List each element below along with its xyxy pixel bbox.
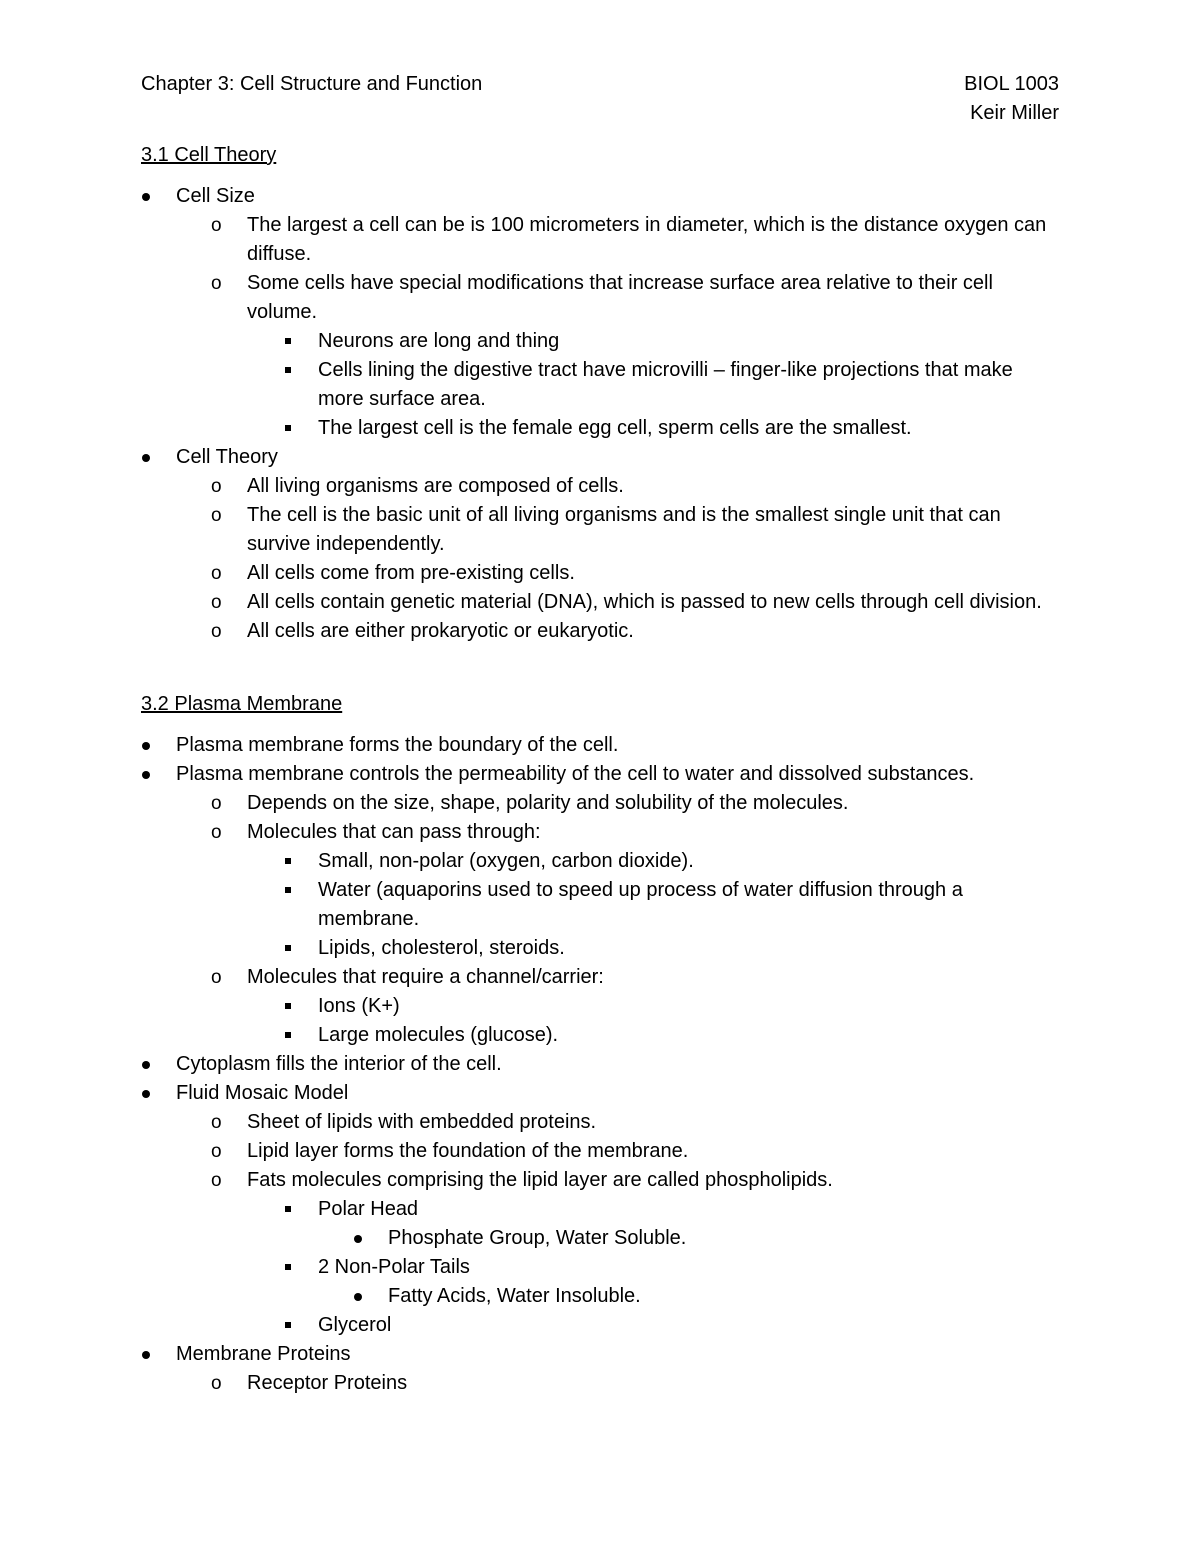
list-item-text: The largest cell is the female egg cell, sperm cells are the smallest. — [318, 417, 912, 439]
hollow-circle-bullet-icon: o — [211, 505, 222, 526]
list-item-row — [211, 1137, 1059, 1166]
sub-list — [211, 789, 1059, 1050]
list-item-row — [318, 847, 1059, 876]
list-item-text: Fluid Mosaic Model — [176, 1082, 349, 1104]
hollow-circle-bullet-icon: o — [211, 1112, 222, 1133]
list-item-text: Cell Size — [176, 185, 255, 207]
section-list-cell-theory — [0, 182, 1200, 646]
sub-list — [318, 327, 1059, 443]
list-item-row — [176, 1079, 1059, 1108]
list-item-row — [318, 1311, 1059, 1340]
list-item-text: Lipids, cholesterol, steroids. — [318, 937, 565, 959]
list-item — [318, 414, 1059, 443]
list-item-text: Molecules that can pass through: — [247, 821, 541, 843]
list-item-text: Receptor Proteins — [247, 1372, 408, 1394]
list-item-text: Phosphate Group, Water Soluble. — [388, 1227, 687, 1249]
list-item — [0, 182, 1059, 443]
list-item-row — [211, 588, 1059, 617]
list-item — [318, 992, 1059, 1021]
list-item-row — [211, 211, 1059, 269]
list-item — [211, 588, 1059, 617]
list-item-row — [211, 789, 1059, 818]
list-item-text: Fats molecules comprising the lipid layer are called phospholipids. — [247, 1169, 833, 1191]
list-item — [211, 1108, 1059, 1137]
list-item-text: 2 Non-Polar Tails — [318, 1256, 470, 1278]
list-item-text: Lipid layer forms the foundation of the membrane. — [247, 1140, 689, 1162]
list-item-row — [318, 876, 1059, 934]
list-item — [318, 876, 1059, 934]
list-item — [318, 1195, 1059, 1253]
section-list-plasma-membrane — [0, 731, 1200, 1398]
list-item-text: Sheet of lipids with embedded proteins. — [247, 1111, 597, 1133]
sub-list — [318, 1195, 1059, 1340]
list-item-text: Cells lining the digestive tract have microvilli – finger-like projections that make more surface area. — [318, 359, 1013, 410]
list-item-text: Some cells have special modifications that increase surface area relative to their cell volume. — [247, 272, 993, 323]
list-item — [211, 559, 1059, 588]
list-item-text: Molecules that require a channel/carrier: — [247, 966, 604, 988]
list-item-row — [211, 617, 1059, 646]
list-item-text: Small, non-polar (oxygen, carbon dioxide). — [318, 850, 694, 872]
list-item-text: All living organisms are composed of cells. — [247, 475, 624, 497]
list-item-row — [176, 1050, 1059, 1079]
list-item — [318, 1311, 1059, 1340]
hollow-circle-bullet-icon: o — [211, 592, 222, 613]
hollow-circle-bullet-icon: o — [211, 563, 222, 584]
list-item-row — [388, 1282, 1059, 1311]
sub-list — [211, 1108, 1059, 1340]
list-item-row — [211, 1166, 1059, 1195]
list-item-text: Cytoplasm fills the interior of the cell. — [176, 1053, 502, 1075]
sub-list — [318, 847, 1059, 963]
list-item-text: Water (aquaporins used to speed up process of water diffusion through a membrane. — [318, 879, 963, 930]
list-item-text: Polar Head — [318, 1198, 419, 1220]
list-item-text: Ions (K+) — [318, 995, 400, 1017]
list-item — [211, 789, 1059, 818]
list-item-text: All cells are either prokaryotic or eukaryotic. — [247, 620, 634, 642]
list-item — [318, 1253, 1059, 1311]
list-item-row — [211, 818, 1059, 847]
list-item-row — [211, 963, 1059, 992]
list-item-row — [211, 1108, 1059, 1137]
list-item — [211, 472, 1059, 501]
list-item — [211, 269, 1059, 443]
list-item — [318, 847, 1059, 876]
section-title-cell-theory: 3.1 Cell Theory — [141, 144, 277, 166]
list-item — [211, 818, 1059, 963]
list-item-row — [176, 1340, 1059, 1369]
author-name: Keir Miller — [970, 102, 1059, 124]
list-item — [318, 327, 1059, 356]
list-item-text: Large molecules (glucose). — [318, 1024, 559, 1046]
list-item-row — [176, 731, 1059, 760]
sub-list — [211, 1369, 1059, 1398]
list-item-row — [318, 356, 1059, 414]
hollow-circle-bullet-icon: o — [211, 621, 222, 642]
list-item-text: Fatty Acids, Water Insoluble. — [388, 1285, 641, 1307]
hollow-circle-bullet-icon: o — [211, 1373, 222, 1394]
sub-list — [388, 1224, 1059, 1253]
list-item — [211, 1369, 1059, 1398]
list-item — [0, 1050, 1059, 1079]
list-item — [388, 1224, 1059, 1253]
list-item — [0, 731, 1059, 760]
list-item-row — [388, 1224, 1059, 1253]
list-item-row — [211, 269, 1059, 327]
list-item — [0, 1340, 1059, 1398]
list-item-row — [318, 327, 1059, 356]
list-item-row — [211, 472, 1059, 501]
hollow-circle-bullet-icon: o — [211, 1170, 222, 1191]
list-item — [211, 211, 1059, 269]
sub-list — [211, 472, 1059, 646]
hollow-circle-bullet-icon: o — [211, 1141, 222, 1162]
list-item-row — [318, 1021, 1059, 1050]
list-item-row — [211, 501, 1059, 559]
list-item — [0, 760, 1059, 1050]
list-item — [211, 501, 1059, 559]
list-item — [0, 443, 1059, 646]
hollow-circle-bullet-icon: o — [211, 476, 222, 497]
list-item-text: Plasma membrane forms the boundary of the cell. — [176, 734, 619, 756]
list-item-row — [176, 443, 1059, 472]
hollow-circle-bullet-icon: o — [211, 215, 222, 236]
sub-list — [318, 992, 1059, 1050]
list-item-text: All cells contain genetic material (DNA), which is passed to new cells through cell division. — [247, 591, 1042, 613]
list-item — [318, 1021, 1059, 1050]
hollow-circle-bullet-icon: o — [211, 822, 222, 843]
list-item-row — [176, 182, 1059, 211]
list-item-text: Neurons are long and thing — [318, 330, 560, 352]
list-item-row — [211, 1369, 1059, 1398]
list-item — [211, 1166, 1059, 1340]
list-item-text: Plasma membrane controls the permeability of the cell to water and dissolved substances. — [176, 763, 975, 785]
list-item — [211, 617, 1059, 646]
list-item — [318, 934, 1059, 963]
list-item-row — [318, 1195, 1059, 1224]
list-item-text: All cells come from pre-existing cells. — [247, 562, 575, 584]
list-item-row — [318, 934, 1059, 963]
list-item-text: Depends on the size, shape, polarity and solubility of the molecules. — [247, 792, 849, 814]
list-item — [0, 1079, 1059, 1340]
hollow-circle-bullet-icon: o — [211, 793, 222, 814]
list-item-row — [211, 559, 1059, 588]
sub-list — [211, 211, 1059, 443]
list-item — [211, 963, 1059, 1050]
course-code: BIOL 1003 — [964, 73, 1059, 95]
list-item-row — [176, 760, 1059, 789]
list-item-text: The largest a cell can be is 100 micrometers in diameter, which is the distance oxygen can diffuse. — [247, 214, 1047, 265]
sub-list — [388, 1282, 1059, 1311]
list-item-text: The cell is the basic unit of all living organisms and is the smallest single unit that can survive independently. — [247, 504, 1001, 555]
section-title-plasma-membrane: 3.2 Plasma Membrane — [141, 693, 343, 715]
list-item — [318, 356, 1059, 414]
hollow-circle-bullet-icon: o — [211, 273, 222, 294]
list-item-row — [318, 414, 1059, 443]
list-item-text: Membrane Proteins — [176, 1343, 351, 1365]
list-item — [388, 1282, 1059, 1311]
list-item-text: Cell Theory — [176, 446, 278, 468]
document-title: Chapter 3: Cell Structure and Function — [141, 73, 483, 95]
list-item — [211, 1137, 1059, 1166]
list-item-row — [318, 992, 1059, 1021]
list-item-text: Glycerol — [318, 1314, 392, 1336]
list-item-row — [318, 1253, 1059, 1282]
hollow-circle-bullet-icon: o — [211, 967, 222, 988]
